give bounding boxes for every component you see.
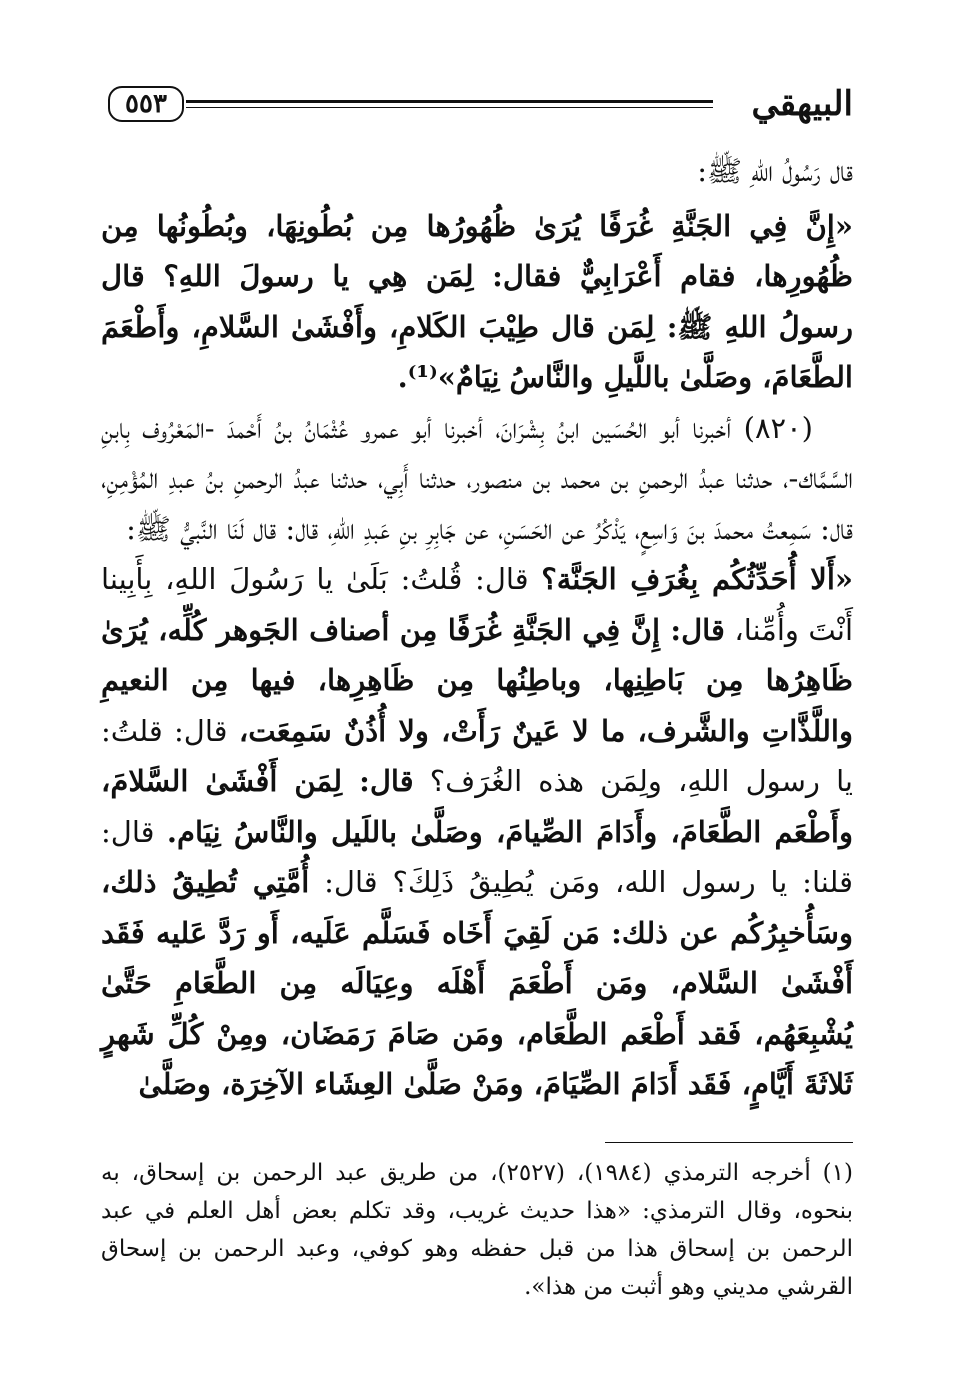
- hadith-2-part-g: أُمَّتِي تُطِيقُ ذلك، وسَأُخبِرُكُم عن ذلك: مَن لَقِيَ أَخَاه فَسَلَّم عَلَيه، أَو رَدَّ عَليه فَقَد أَفْشَىٰ السَّلام، ومَن أَطْعَمَ أَهْلَه وعِيَالَه مِن الطَّعَامِ حَتَّىٰ يُشْبِعَهُم، فَقد أَطْعَم الطَّعَام، ومَن صَامَ رَمَضَان، ومِنْ كُلِّ شَهرٍ ثَلاثَةَ أَيَّامٍ، فَقَد أَدَامَ الصِّيَامَ، ومَنْ صَلَّىٰ العِشَاء الآخِرَة، وصَلَّىٰ: [101, 865, 853, 1101]
- hadith-2-part-c: قال: إِنَّ فِي الجَنَّةِ غُرَفًا مِن أصناف الجَوهر كُلِّه، يُرَىٰ ظَاهِرُها مِن بَاطِنِها، وباطِنُها مِن ظَاهِرِها، فيها مِن النعيمِ واللَّذَّاتِ والشَّرف، ما لا عَينٌ رَأَتْ، ولا أُذُنٌ سَمِعَت،: [101, 612, 853, 748]
- header-rule: [186, 100, 713, 103]
- main-text: [101, 146, 853, 1110]
- footnote-divider: [605, 1142, 853, 1143]
- page-number-frame: [108, 86, 184, 122]
- hadith-2-part-d: قال: قلتُ: يا رسول اللهِ، ولِمَن هذه الغُرَف؟: [101, 713, 853, 798]
- footnotes: [101, 1154, 853, 1306]
- isnad-paragraph: (٨٢٠) أخبرنا أبو الحُسَين ابنُ بِشْرَانَ، أخبرنا أبو عمرو عُثْمَانُ بنُ أَحْمدَ -المَعْرُوف بِابنِ السَّمَّاك-، حدثنا عبدُ الرحمنِ بن محمد بن منصور، حدثنا أَبِي، حدثنا عبدُ الرحمنِ بنُ عبدِ المُؤْمِنِ، قال: سَمِعتُ محمدَ بنَ وَاسِعٍ، يَذْكُرُ عن الحَسَنِ، عن جَابِرِ بنِ عَبدِ اللهِ، قال: قال لَنَا النَّبيُّ ﷺ:: [101, 410, 853, 546]
- header-rule-thin: [186, 107, 713, 108]
- footnote-1: (١) أخرجه الترمذي (١٩٨٤)، (٢٥٢٧)، من طريق عبد الرحمن بن إسحاق، به بنحوه، وقال الترمذي: «هذا حديث غريب، وقد تكلم بعض أهل العلم في عبد الرحمن بن إسحاق هذا من قبل حفظه وهو كوفي، وعبد الرحمن بن إسحاق القرشي مديني وهو أثبت من هذا».: [101, 1160, 853, 1300]
- running-head-title: البيهقي: [751, 84, 853, 124]
- hadith-2-part-a: «أَلا أُحَدِّثُكُم بِغُرَفِ الجَنَّة؟: [541, 562, 853, 596]
- intro-line: قال رَسُولُ اللهِ ﷺ:: [697, 154, 853, 188]
- page-number: ٥٥٣: [125, 89, 167, 119]
- hadith-2-part-f: قال: قلنا: يا رسول الله، ومَن يُطِيقُ ذَلِكَ؟ قال:: [101, 814, 853, 899]
- hadith-paragraph: «إِنَّ فِي الجَنَّةِ غُرَفًا يُرَىٰ ظُهُورُها مِن بُطُونِهَا، وبُطُونُها مِن ظُهُورِها، فقام أَعْرَابِيٌّ فقال: لِمَن هِي يا رسولَ اللهِ؟ قال رسولُ اللهِ ﷺ: لِمَن قال طِيْبَ الكَلامِ، وأَفْشَىٰ السَّلامِ، وأَطْعَمَ الطَّعَامَ، وصَلَّىٰ باللَّيلِ والنَّاسُ نِيَامٌ»⁽¹⁾.: [101, 208, 853, 394]
- hadith-2-part-b: قال: قُلتُ: بَلَىٰ يا رَسُولَ اللهِ، بِأَبِينا أَنْتَ وأُمِّنا،: [101, 562, 854, 647]
- page-header: [108, 82, 853, 132]
- hadith-2-paragraph: [101, 554, 853, 1110]
- hadith-2-part-e: قال: لِمَن أَفْشَىٰ السَّلامَ، وأَطْعَم الطَّعَامَ، وأَدَامَ الصِّيامَ، وصَلَّىٰ باللَيل والنَّاسُ نِيَام.: [101, 764, 853, 849]
